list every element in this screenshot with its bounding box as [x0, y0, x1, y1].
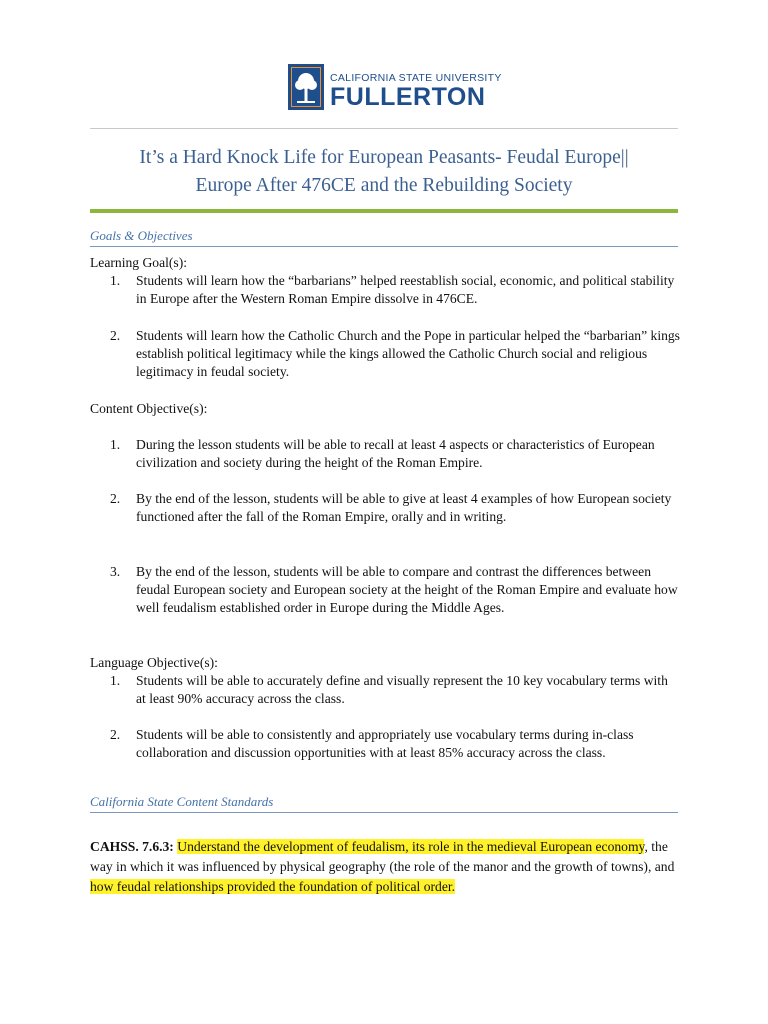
section-heading-standards: California State Content Standards — [90, 794, 274, 809]
logo-main-text: FULLERTON — [330, 83, 486, 111]
header-divider — [90, 128, 678, 129]
list-item: 1. Students will learn how the “barbarians” helped reestablish social, economic, and political stability in Europe after the Western Roman Empire dissolve in 476CE. — [110, 273, 675, 307]
section-heading-goals: Goals & Objectives — [90, 228, 193, 243]
list-item: 3. By the end of the lesson, students will be able to compare and contrast the differences between feudal European society and European society at the height of the Roman Empire and evaluate how well feudalism established order in Europe during the Middle Ages. — [110, 564, 678, 616]
standard-paragraph — [90, 837, 682, 897]
logo-top-text: CALIFORNIA STATE UNIVERSITY — [330, 72, 502, 84]
university-seal-icon — [288, 64, 324, 110]
content-objectives-heading: Content Objective(s): — [90, 401, 208, 416]
title-line-2: Europe After 476CE and the Rebuilding Society — [195, 175, 573, 196]
document-title — [90, 144, 678, 200]
university-logo — [288, 64, 502, 110]
highlighted-text: Understand the development of feudalism, its role in the medieval European economy — [177, 839, 645, 854]
list-item: 1. During the lesson students will be able to recall at least 4 aspects or characteristics of European civilization and society during the height of the Roman Empire. — [110, 437, 655, 471]
list-item: 2. Students will be able to consistently and appropriately use vocabulary terms during in-class collaboration and discussion opportunities with at least 85% accuracy across the class. — [110, 727, 634, 761]
title-line-1: It’s a Hard Knock Life for European Peasants- Feudal Europe|| — [139, 147, 629, 168]
title-divider — [90, 209, 678, 213]
language-objectives-heading: Language Objective(s): — [90, 655, 218, 670]
list-item: 2. Students will learn how the Catholic Church and the Pope in particular helped the “barbarian” kings establish political legitimacy while the kings allowed the Catholic Church social and religious legitimacy in feudal society. — [110, 328, 680, 380]
highlighted-text: how feudal relationships provided the foundation of political order. — [90, 879, 456, 894]
section-rule-standards — [90, 812, 678, 813]
learning-goals-heading: Learning Goal(s): — [90, 255, 188, 270]
standard-code: CAHSS. 7.6.3: — [90, 839, 174, 854]
standard-text: , the way in which it was influenced by physical geography (the role of the manor and the growth of towns), and — [90, 839, 675, 874]
list-item: 2. By the end of the lesson, students will be able to give at least 4 examples of how European society functioned after the fall of the Roman Empire, orally and in writing. — [110, 491, 672, 525]
section-rule-goals — [90, 246, 678, 247]
list-item: 1. Students will be able to accurately define and visually represent the 10 key vocabulary terms with at least 90% accuracy across the class. — [110, 673, 668, 707]
